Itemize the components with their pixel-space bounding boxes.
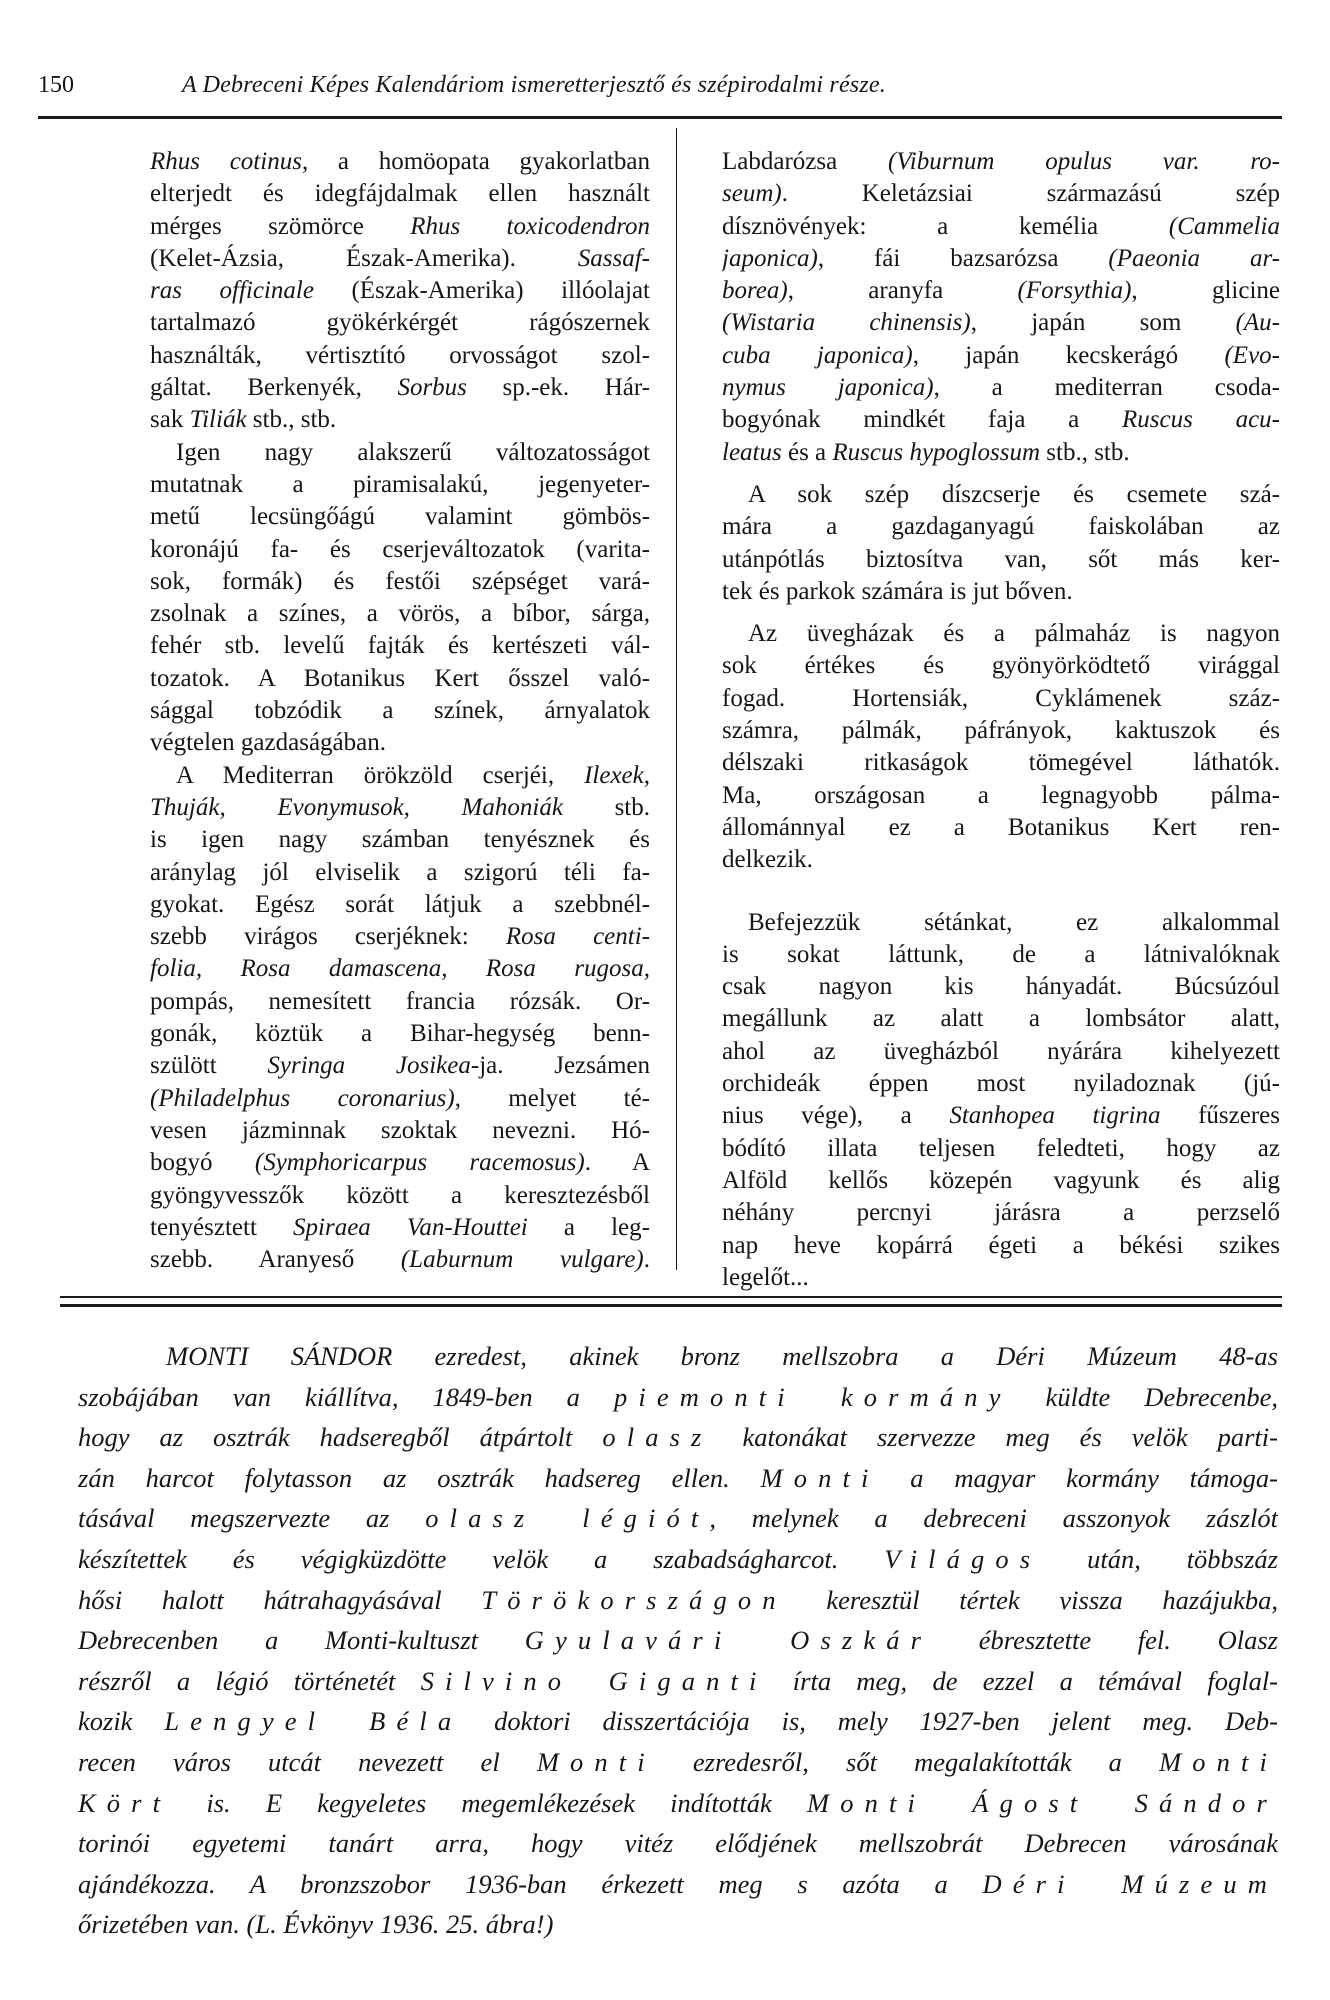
text-run: (Észak-Amerika) illóolajat bbox=[313, 277, 650, 305]
spaced-name: Világos bbox=[884, 1543, 1042, 1574]
spaced-name: piemonti kormány bbox=[613, 1381, 1012, 1412]
text-line bbox=[150, 404, 650, 436]
text-line bbox=[150, 1018, 650, 1050]
italic-term: Sorbus bbox=[397, 374, 467, 402]
text-line bbox=[150, 630, 650, 662]
text-line bbox=[722, 275, 1280, 307]
text-line bbox=[722, 178, 1280, 210]
text-run: elterjedt és idegfájdalmak ellen használt bbox=[150, 180, 650, 208]
text-line bbox=[78, 1417, 1278, 1458]
text-run: pompás, nemesített francia rózsák. Or- bbox=[150, 987, 650, 1015]
text-run: mára a gazdaganyagú faiskolában az bbox=[722, 513, 1280, 541]
italic-term: Syringa Josikea bbox=[267, 1052, 471, 1080]
text-run: végtelen gazdaságában. bbox=[150, 729, 386, 757]
text-run: ajándékozza. A bronzszobor 1936-ban érkezett meg s azóta a bbox=[78, 1868, 983, 1899]
spaced-name: Törökországon bbox=[481, 1584, 787, 1615]
text-run: részről a légió történetét bbox=[78, 1665, 421, 1696]
text-run: fűszeres bbox=[1160, 1102, 1280, 1130]
text-line bbox=[722, 437, 1280, 469]
text-run: . Keletázsiai származású szép bbox=[781, 180, 1280, 208]
text-run: Labdarózsa bbox=[722, 148, 889, 175]
text-run: kozik bbox=[78, 1706, 165, 1737]
text-run: bódító illata teljesen feledteti, hogy az bbox=[722, 1134, 1280, 1162]
text-line bbox=[150, 534, 650, 566]
text-run: sp.-ek. Hár- bbox=[466, 374, 650, 402]
text-line bbox=[78, 1498, 1278, 1539]
header-rule bbox=[38, 116, 1282, 119]
text-line bbox=[150, 663, 650, 695]
left-column bbox=[150, 146, 650, 1276]
italic-term: Rhus toxicodendron bbox=[410, 212, 650, 240]
text-line bbox=[150, 146, 650, 178]
text-run: zán harcot folytasson az osztrák hadsereg ellen. bbox=[78, 1462, 761, 1493]
text-line bbox=[722, 511, 1280, 543]
text-run: delkezik. bbox=[722, 846, 813, 874]
text-run: tozatok. A Botanikus Kert ősszel való- bbox=[150, 664, 650, 692]
text-line bbox=[722, 211, 1280, 243]
spaced-name: Monti bbox=[1159, 1746, 1278, 1777]
text-run: recen város utcát nevezett el bbox=[78, 1746, 537, 1777]
italic-term: Ruscus acu- bbox=[1122, 406, 1280, 434]
text-line bbox=[78, 1742, 1278, 1783]
text-run: A Mediterran örökzöld cserjéi, bbox=[176, 761, 585, 789]
italic-term: (Forsythia) bbox=[1017, 277, 1132, 305]
text-run: és a bbox=[781, 438, 833, 466]
text-run: nap heve kopárrá égeti a békési szikes bbox=[722, 1231, 1280, 1259]
text-line bbox=[722, 1230, 1280, 1262]
text-line bbox=[78, 1539, 1278, 1580]
text-line bbox=[150, 1212, 650, 1244]
text-run: bogyó bbox=[150, 1149, 255, 1177]
text-run: stb., stb. bbox=[246, 406, 337, 434]
spaced-name: Silvino Giganti bbox=[420, 1665, 768, 1696]
text-line bbox=[150, 792, 650, 824]
text-run: katonákat szervezze meg és velök parti- bbox=[712, 1422, 1278, 1453]
italic-term: Sassaf- bbox=[577, 244, 650, 272]
text-line bbox=[150, 1050, 650, 1082]
text-run: stb., stb. bbox=[1040, 438, 1130, 466]
text-line bbox=[722, 812, 1280, 844]
column-divider bbox=[676, 128, 677, 1270]
text-line bbox=[150, 178, 650, 210]
italic-term: (Au- bbox=[1235, 309, 1280, 337]
text-line bbox=[150, 501, 650, 533]
text-run: . A bbox=[584, 1149, 650, 1177]
text-run: metű lecsüngőágú valamint gömbös- bbox=[150, 503, 650, 531]
text-run: , a mediterran csoda- bbox=[933, 374, 1280, 402]
text-line bbox=[78, 1661, 1278, 1702]
text-run: Befejezzük sétánkat, ez alkalommal bbox=[748, 908, 1280, 936]
spaced-name: Monti bbox=[536, 1746, 656, 1777]
italic-term: ras officinale bbox=[150, 277, 314, 305]
italic-term: leatus bbox=[722, 438, 782, 466]
text-run: csak nagyon kis hányadát. Búcsúzóul bbox=[722, 973, 1280, 1001]
text-run: stb. bbox=[562, 793, 650, 821]
italic-term: (Evo- bbox=[1224, 341, 1280, 369]
text-run: mérges szömörce bbox=[150, 212, 411, 240]
text-line bbox=[722, 1068, 1280, 1100]
text-run: sok értékes és gyönyörködtető virággal bbox=[722, 652, 1280, 680]
text-run: ezredesről, sőt megalakították a bbox=[655, 1746, 1160, 1777]
italic-term: Ilexek, bbox=[584, 761, 650, 789]
text-line bbox=[150, 307, 650, 339]
text-run: gyöngyvesszők között a keresztezésből bbox=[150, 1181, 650, 1209]
text-line bbox=[150, 566, 650, 598]
text-run: , a homöopata gyakorlatban bbox=[301, 148, 650, 175]
text-line bbox=[78, 1823, 1278, 1864]
text-line bbox=[78, 1336, 1278, 1377]
text-run: orchideák éppen most nyiladoznak (jú- bbox=[722, 1070, 1280, 1098]
text-run: doktori disszertációja is, mely 1927-ben jelent meg. Deb- bbox=[462, 1706, 1278, 1737]
text-line bbox=[722, 576, 1280, 608]
text-run: is sokat láttunk, de a látnivalóknak bbox=[722, 940, 1280, 968]
italic-term: (Viburnum opulus var. ro- bbox=[888, 148, 1280, 175]
text-run: -ja. Jezsámen bbox=[470, 1052, 650, 1080]
text-run: is. E kegyeletes megemlékezések indították bbox=[171, 1787, 807, 1818]
text-line bbox=[78, 1783, 1278, 1824]
text-line bbox=[78, 1458, 1278, 1499]
text-line bbox=[78, 1620, 1278, 1661]
text-line bbox=[722, 1165, 1280, 1197]
text-line bbox=[722, 1100, 1280, 1132]
text-run: vesen jázminnak szoktak nevezni. Hó- bbox=[150, 1116, 650, 1144]
italic-term: (Philadelphus coronarius) bbox=[150, 1084, 455, 1112]
italic-term: Tiliák bbox=[189, 406, 247, 434]
text-run: sak bbox=[150, 406, 190, 434]
italic-term: (Cammelia bbox=[1168, 212, 1280, 240]
text-run: gonák, köztük a Bihar-hegység benn- bbox=[150, 1020, 650, 1048]
text-line bbox=[150, 727, 650, 759]
spaced-name: Lengyel Béla bbox=[164, 1706, 463, 1737]
italic-term: folia, Rosa damascena, Rosa rugosa, bbox=[150, 955, 650, 983]
monti-note bbox=[78, 1336, 1278, 1945]
text-run: készítettek és végigküzdötte velök a szabadságharcot. bbox=[78, 1543, 885, 1574]
text-line bbox=[150, 1083, 650, 1115]
text-run: bogyónak mindkét faja a bbox=[722, 406, 1123, 434]
text-run: szobájában van kiállítva, 1849-ben a bbox=[78, 1381, 614, 1412]
text-line bbox=[150, 824, 650, 856]
spaced-name: Kört bbox=[78, 1787, 172, 1818]
text-run: fogad. Hortensiák, Cyklámenek száz- bbox=[722, 684, 1280, 712]
text-run: hogy az osztrák hadseregből átpártolt bbox=[78, 1422, 603, 1453]
text-run: néhány percnyi járásra a perzselő bbox=[722, 1199, 1280, 1227]
text-run: tásával megszervezte az bbox=[78, 1503, 426, 1534]
text-run: koronájú fa- és cserjeváltozatok (varita- bbox=[150, 535, 650, 563]
text-run: Az üvegházak és a pálmaház is nagyon bbox=[748, 620, 1280, 648]
running-title: A Debreceni Képes Kalendáriom ismeretterjesztő és szépirodalmi része. bbox=[182, 72, 886, 98]
spaced-name: Monti bbox=[760, 1462, 880, 1493]
text-line bbox=[722, 683, 1280, 715]
text-line bbox=[150, 695, 650, 727]
text-line bbox=[722, 939, 1280, 971]
spaced-name: Gyulavári Oszkár bbox=[524, 1625, 933, 1656]
italic-term: japonica) bbox=[722, 244, 818, 272]
italic-term: Thuják, Evonymusok, Mahoniák bbox=[150, 793, 563, 821]
text-line bbox=[722, 307, 1280, 339]
page-number: 150 bbox=[38, 72, 74, 98]
text-run: ahol az üvegházból nyárára kihelyezett bbox=[722, 1037, 1280, 1065]
text-run: , glicine bbox=[1131, 277, 1280, 305]
italic-term: (Wistaria chinensis) bbox=[722, 309, 971, 337]
text-line bbox=[722, 971, 1280, 1003]
text-line bbox=[722, 404, 1280, 436]
text-line bbox=[78, 1580, 1278, 1621]
text-run: gyokat. Egész sorát látjuk a szebbnél- bbox=[150, 890, 650, 918]
text-line bbox=[722, 340, 1280, 372]
text-run: szebb. Aranyeső bbox=[150, 1246, 401, 1274]
italic-term: borea) bbox=[722, 277, 788, 305]
text-line bbox=[722, 544, 1280, 576]
text-line bbox=[722, 715, 1280, 747]
text-run: állománnyal ez a Botanikus Kert ren- bbox=[722, 813, 1280, 841]
text-run: tenyésztett bbox=[150, 1213, 294, 1241]
text-run: torinói egyetemi tanárt arra, hogy vitéz elődjének mellszobrát Debrecen városának bbox=[78, 1828, 1278, 1859]
text-line bbox=[722, 479, 1280, 511]
italic-term: cuba japonica) bbox=[722, 341, 913, 369]
text-run: . bbox=[643, 1246, 650, 1274]
italic-term: (Paeonia ar- bbox=[1108, 244, 1280, 272]
spaced-name: Monti Ágost Sándor bbox=[806, 1787, 1278, 1818]
text-run: után, többszáz bbox=[1041, 1543, 1278, 1574]
text-line bbox=[722, 618, 1280, 650]
text-run: használták, vértisztító orvosságot szol- bbox=[150, 341, 650, 369]
text-line bbox=[150, 953, 650, 985]
text-run: , melyet té- bbox=[454, 1084, 650, 1112]
text-run: szebb virágos cserjéknek: bbox=[150, 923, 506, 951]
text-line bbox=[150, 437, 650, 469]
text-run: ébresztette fel. Olasz bbox=[932, 1625, 1278, 1656]
text-line bbox=[150, 857, 650, 889]
right-column bbox=[722, 146, 1280, 1294]
text-line bbox=[150, 372, 650, 404]
section-rule-top bbox=[60, 1296, 1282, 1298]
text-run: , aranyfa bbox=[787, 277, 1018, 305]
text-run: a leg- bbox=[527, 1213, 650, 1241]
text-run: is igen nagy számban tenyésznek és bbox=[150, 826, 650, 854]
text-run: szülött bbox=[150, 1052, 268, 1080]
italic-term: Spiraea Van-Houttei bbox=[293, 1213, 528, 1241]
text-run: , japán kecskerágó bbox=[912, 341, 1225, 369]
text-run: (Kelet-Ázsia, Észak-Amerika). bbox=[150, 244, 578, 272]
italic-term: Rosa centi- bbox=[505, 923, 650, 951]
text-run: fehér stb. levelű fajták és kertészeti vál- bbox=[150, 632, 650, 660]
text-line bbox=[150, 275, 650, 307]
italic-term: Ruscus hypoglossum bbox=[832, 438, 1041, 466]
text-line bbox=[722, 747, 1280, 779]
text-run: , fái bazsarózsa bbox=[817, 244, 1109, 272]
text-run: aránylag jól elviselik a szigorú téli fa- bbox=[150, 858, 650, 886]
text-run: sok, formák) és festői szépséget vará- bbox=[150, 567, 650, 595]
text-run: küldte Debrecenbe, bbox=[1011, 1381, 1278, 1412]
text-line bbox=[78, 1377, 1278, 1418]
text-line bbox=[150, 243, 650, 275]
text-line bbox=[78, 1864, 1278, 1905]
text-run: Ma, országosan a legnagyobb pálma- bbox=[722, 781, 1280, 809]
text-run: , japán som bbox=[970, 309, 1236, 337]
text-line bbox=[722, 1197, 1280, 1229]
italic-term: (Laburnum vulgare) bbox=[400, 1246, 644, 1274]
text-line bbox=[722, 243, 1280, 275]
text-line bbox=[150, 340, 650, 372]
italic-term: Rhus cotinus bbox=[150, 148, 302, 175]
italic-term: Stanhopea tigrina bbox=[949, 1102, 1161, 1130]
text-run: sággal tobzódik a színek, árnyalatok bbox=[150, 697, 650, 725]
text-run: mutatnak a piramisalakú, jegenyeter- bbox=[150, 470, 650, 498]
text-run: Debrecenben a Monti-kultuszt bbox=[78, 1625, 525, 1656]
text-line bbox=[150, 889, 650, 921]
text-line bbox=[150, 598, 650, 630]
italic-term: nymus japonica) bbox=[722, 374, 934, 402]
text-line bbox=[150, 1115, 650, 1147]
text-run: délszaki ritkaságok tömegével láthatók. bbox=[722, 749, 1280, 777]
text-line bbox=[150, 469, 650, 501]
text-run: legelőt... bbox=[722, 1263, 809, 1291]
text-line bbox=[722, 372, 1280, 404]
text-run: utánpótlás biztosítva van, sőt más ker- bbox=[722, 545, 1280, 573]
text-run: nius vége), a bbox=[722, 1102, 950, 1130]
text-line bbox=[78, 1701, 1278, 1742]
spaced-name: olasz légiót bbox=[425, 1503, 710, 1534]
text-run: számra, pálmák, páfrányok, kaktuszok és bbox=[722, 717, 1280, 745]
text-line bbox=[150, 760, 650, 792]
text-line bbox=[722, 1133, 1280, 1165]
text-run: keresztül tértek vissza hazájukba, bbox=[786, 1584, 1278, 1615]
text-line bbox=[722, 907, 1280, 939]
text-run: dísznövények: a kemélia bbox=[722, 212, 1169, 240]
text-line bbox=[722, 780, 1280, 812]
text-line bbox=[150, 986, 650, 1018]
text-line bbox=[722, 1262, 1280, 1294]
text-line bbox=[150, 1147, 650, 1179]
spaced-name: olasz bbox=[602, 1422, 713, 1453]
text-line bbox=[722, 844, 1280, 876]
text-line bbox=[150, 921, 650, 953]
text-line bbox=[722, 650, 1280, 682]
italic-term: (Symphoricarpus racemosus) bbox=[254, 1149, 585, 1177]
text-run: őrizetében van. (L. Évkönyv 1936. 25. ábra!) bbox=[78, 1909, 554, 1940]
text-run: , melynek a debreceni asszonyok zászlót bbox=[709, 1503, 1278, 1534]
text-line bbox=[150, 1244, 650, 1276]
text-line bbox=[78, 1904, 1278, 1945]
text-run: írta meg, de ezzel a témával foglal- bbox=[767, 1665, 1278, 1696]
text-run: tek és parkok számára is jut bőven. bbox=[722, 577, 1073, 605]
text-run: tartalmazó gyökérkérgét rágószernek bbox=[150, 309, 650, 337]
text-line bbox=[722, 146, 1280, 178]
text-run: Alföld kellős közepén vagyunk és alig bbox=[722, 1166, 1280, 1194]
text-run: MONTI SÁNDOR ezredest, akinek bronz mellszobra a Déri Múzeum 48-as bbox=[166, 1341, 1278, 1371]
text-run: Igen nagy alakszerű változatosságot bbox=[176, 438, 650, 466]
text-run: megállunk az alatt a lombsátor alatt, bbox=[722, 1005, 1280, 1033]
text-line bbox=[722, 1036, 1280, 1068]
text-run: a magyar kormány támoga- bbox=[879, 1462, 1278, 1493]
section-rule-bottom bbox=[60, 1304, 1282, 1307]
text-run: A sok szép díszcserje és csemete szá- bbox=[748, 480, 1280, 508]
spaced-name: Déri Múzeum bbox=[982, 1868, 1278, 1899]
text-run: zsolnak a színes, a vörös, a bíbor, sárga, bbox=[150, 600, 650, 628]
italic-term: seum) bbox=[722, 180, 782, 208]
text-line bbox=[150, 1180, 650, 1212]
text-line bbox=[722, 1003, 1280, 1035]
text-line bbox=[150, 211, 650, 243]
text-run: gáltat. Berkenyék, bbox=[150, 374, 398, 402]
text-run: hősi halott hátrahagyásával bbox=[78, 1584, 482, 1615]
